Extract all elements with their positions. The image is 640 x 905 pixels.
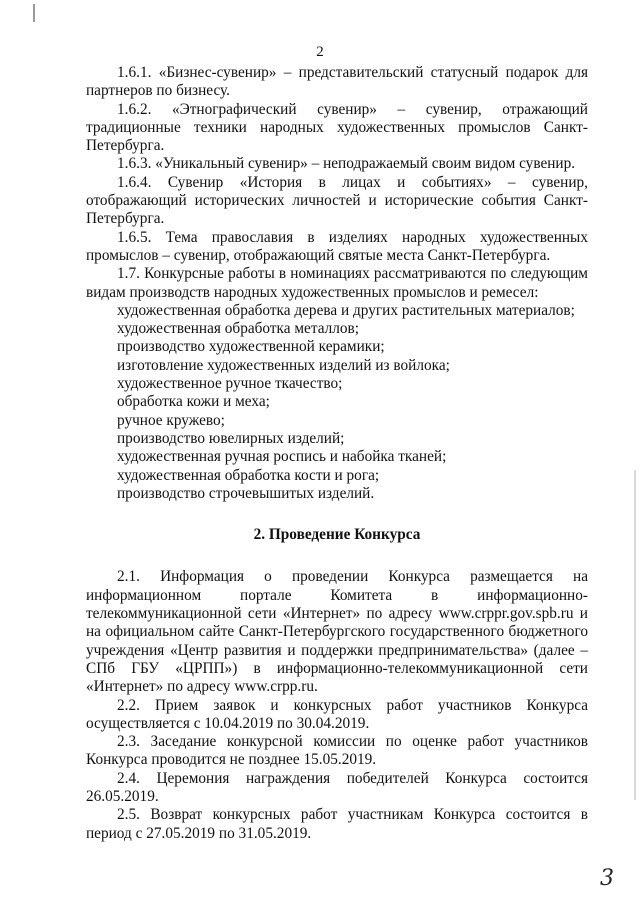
list-item: изготовление художественных изделий из войлока; bbox=[117, 356, 450, 374]
list-item: художественная обработка кости и рога; bbox=[117, 466, 380, 484]
scan-artifact bbox=[634, 470, 636, 800]
crafts-list bbox=[86, 302, 588, 503]
paragraph-1-6-2: 1.6.2. «Этнографический сувенир» – сувенир, отражающий традиционные техники народных художественных промыслов Санкт-Петербурга. bbox=[86, 100, 588, 155]
list-item: производство ювелирных изделий; bbox=[117, 429, 345, 447]
paragraph-1-7: 1.7. Конкурсные работы в номинациях рассматриваются по следующим видам производств народных художественных промыслов и ремесел: bbox=[86, 265, 588, 301]
page-number: 2 bbox=[316, 44, 324, 60]
paragraph-2-4: 2.4. Церемония награждения победителей Конкурса состоится 26.05.2019. bbox=[86, 769, 588, 805]
paragraph-2-3: 2.3. Заседание конкурсной комиссии по оценке работ участников Конкурса проводится не позднее 15.05.2019. bbox=[86, 733, 588, 769]
paragraph-1-6-1: 1.6.1. «Бизнес-сувенир» – представительский статусный подарок для партнеров по бизнесу. bbox=[86, 64, 588, 100]
handwritten-page-mark: 3 bbox=[600, 866, 614, 891]
list-item: производство художественной керамики; bbox=[117, 338, 385, 356]
list-item: производство строчевышитых изделий. bbox=[117, 484, 375, 502]
paragraph-2-5: 2.5. Возврат конкурсных работ участникам Конкурса состоится в период с 27.05.2019 по 31.05.2019. bbox=[86, 806, 588, 842]
list-item: художественное ручное ткачество; bbox=[117, 375, 343, 393]
paragraph-2-1: 2.1. Информация о проведении Конкурса размещается на информационном портале Комитета в информационно-телекоммуникационной сети «Интернет» по адресу www.crppr.gov.spb.ru и на официальном сайте Санкт-Петербургского государственного бюджетного учреждения «Центр развития и поддержки предпринимательства» (далее – СПб ГБУ «ЦРПП») в информационно-телекоммуникационной сети «Интернет» по адресу www.crpp.ru. bbox=[86, 568, 588, 696]
paragraph-2-2: 2.2. Прием заявок и конкурсных работ участников Конкурса осуществляется с 10.04.2019 по 30.04.2019. bbox=[86, 696, 588, 732]
list-item: художественная обработка дерева и других растительных материалов; bbox=[117, 301, 575, 319]
section-title: 2. Проведение Конкурса bbox=[253, 526, 421, 544]
list-item: художественная обработка металлов; bbox=[117, 320, 360, 338]
list-item: обработка кожи и меха; bbox=[117, 393, 270, 411]
paragraph-1-6-5: 1.6.5. Тема православия в изделиях народных художественных промыслов – сувенир, отображающий святые места Санкт-Петербурга. bbox=[86, 228, 588, 264]
document-body bbox=[86, 64, 588, 843]
paragraph-1-6-4: 1.6.4. Сувенир «История в лицах и событиях» – сувенир, отображающий исторических личностей и исторические события Санкт-Петербурга. bbox=[86, 173, 588, 228]
paragraph-1-6-3: 1.6.3. «Уникальный сувенир» – неподражаемый своим видом сувенир. bbox=[117, 155, 576, 173]
list-item: ручное кружево; bbox=[117, 411, 225, 429]
scan-artifact bbox=[33, 4, 35, 22]
list-item: художественная ручная роспись и набойка тканей; bbox=[117, 448, 447, 466]
